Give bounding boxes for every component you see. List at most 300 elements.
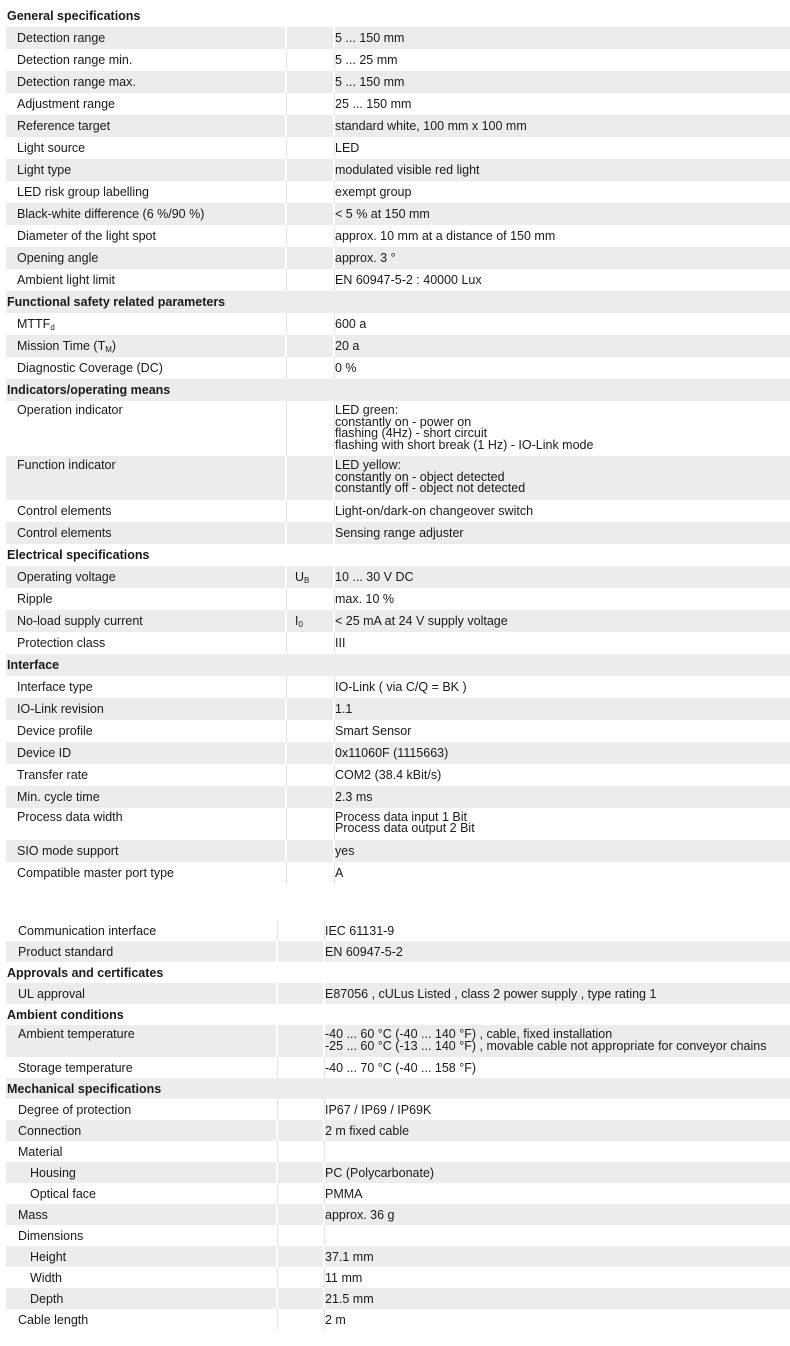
spec-label — [6, 983, 278, 1004]
spec-value-text: IP67 / IP69 / IP69K — [325, 1103, 432, 1117]
spec-symbol — [287, 808, 335, 840]
spec-label — [6, 566, 287, 588]
spec-value-text: LED green: constantly on - power on flashing (4Hz) - short circuit flashing with short break (1 Hz) - IO-Link mode — [335, 403, 594, 452]
spec-symbol — [287, 401, 335, 456]
spec-row-detection-range-min — [6, 49, 790, 71]
spec-label-text: Interface type — [17, 679, 93, 694]
spec-symbol — [278, 1204, 325, 1225]
spec-label-text: LED risk group labelling — [17, 185, 150, 199]
spec-row-sio-mode-support — [6, 840, 790, 862]
spec-label-subscript: d — [50, 323, 55, 332]
spec-value-text: IO-Link ( via C/Q = BK ) — [335, 679, 467, 694]
spec-label-text: Interface — [7, 657, 60, 672]
spec-value — [335, 610, 790, 632]
spec-label — [6, 71, 287, 93]
spec-value — [325, 920, 790, 941]
spec-label-text: Ambient conditions — [7, 1008, 124, 1022]
spec-value — [325, 1120, 790, 1141]
spec-row-diameter-of-the-light-spot — [6, 225, 790, 247]
spec-row-adjustment-range — [6, 93, 790, 115]
spec-value-text: max. 10 % — [335, 591, 395, 606]
spec-label — [6, 786, 287, 808]
spec-value — [335, 357, 790, 379]
spec-label-suffix: ) — [111, 339, 117, 353]
spec-symbol — [287, 566, 335, 588]
symbol-text: U — [295, 569, 305, 584]
spec-label-text: Black-white difference (6 %/90 %) — [17, 207, 205, 221]
spec-symbol — [287, 720, 335, 742]
section-title — [6, 1078, 278, 1099]
spec-label — [6, 269, 287, 291]
section-header-indicators-operating-means — [6, 379, 790, 401]
spec-label-text: Ambient temperature — [18, 1027, 135, 1041]
spec-symbol — [287, 49, 335, 71]
spec-value-text: LED yellow: constantly on - object detected constantly off - object not detected — [335, 458, 526, 495]
spec-value — [325, 1246, 790, 1267]
spec-row-cable-length — [6, 1309, 790, 1330]
spec-label — [6, 27, 287, 49]
spec-label-text: Communication interface — [18, 924, 157, 938]
spec-value-text: COM2 (38.4 kBit/s) — [335, 767, 442, 782]
spec-value — [325, 1309, 790, 1330]
spec-label-text: Function indicator — [17, 458, 116, 472]
spec-value — [325, 1225, 790, 1246]
spec-row-dimensions — [6, 1225, 790, 1246]
spec-symbol — [278, 941, 325, 962]
spec-row-communication-interface — [6, 920, 790, 941]
spec-value — [335, 247, 790, 269]
spec-value-text: Smart Sensor — [335, 723, 412, 738]
spec-value — [335, 764, 790, 786]
section-header-electrical-specifications — [6, 544, 790, 566]
spec-value-text: approx. 3 ° — [335, 251, 396, 265]
spec-label-text: Opening angle — [17, 251, 99, 265]
spec-value — [325, 1099, 790, 1120]
spec-label-text: Detection range — [17, 31, 106, 45]
spec-value-text: 5 ... 150 mm — [335, 75, 405, 89]
spec-value-text: -40 ... 60 °C (-40 ... 140 °F) , cable, fixed installation -25 ... 60 °C (-13 ... 140 °F) , movable cable not appropriate for conveyor chains — [325, 1027, 767, 1053]
spec-label — [6, 1025, 278, 1057]
spec-row-optical-face — [6, 1183, 790, 1204]
spec-row-compatible-master-port-type — [6, 862, 790, 884]
spec-row-connection — [6, 1120, 790, 1141]
spec-value-text: PC (Polycarbonate) — [325, 1166, 435, 1180]
spec-value — [335, 698, 790, 720]
spec-symbol — [278, 1099, 325, 1120]
section-header-functional-safety-related-parameters — [6, 291, 790, 313]
spec-label — [6, 1120, 278, 1141]
spec-row-operation-indicator — [6, 401, 790, 456]
spec-label-text: Mass — [18, 1208, 48, 1222]
section-header-ambient-conditions — [6, 1004, 790, 1025]
spec-label-text: Light type — [17, 163, 72, 177]
spec-label — [6, 808, 287, 840]
spec-row-function-indicator — [6, 456, 790, 500]
spec-row-light-type — [6, 159, 790, 181]
spec-label-text: Functional safety related parameters — [7, 295, 226, 309]
spec-value — [335, 137, 790, 159]
spec-value — [325, 1141, 790, 1162]
spec-symbol — [287, 500, 335, 522]
spec-value-text: 1.1 — [335, 701, 353, 716]
spec-symbol — [287, 27, 335, 49]
spec-symbol — [287, 225, 335, 247]
spec-value-text: modulated visible red light — [335, 163, 480, 177]
spec-label-text: Product standard — [18, 945, 114, 959]
spec-row-material — [6, 1141, 790, 1162]
spec-value-text: 600 a — [335, 317, 367, 331]
spec-value — [335, 588, 790, 610]
spec-label — [6, 1309, 278, 1330]
spec-label-text: Degree of protection — [18, 1103, 132, 1117]
spec-symbol — [278, 1162, 325, 1183]
spec-value — [325, 983, 790, 1004]
spec-label-text: Depth — [30, 1292, 64, 1306]
spec-label — [6, 247, 287, 269]
section-title — [6, 379, 287, 401]
spec-label-subscript: M — [105, 345, 112, 354]
spec-label-text: Electrical specifications — [7, 547, 150, 562]
spec-row-ripple — [6, 588, 790, 610]
spec-value-text: 21.5 mm — [325, 1292, 374, 1306]
spec-label — [6, 522, 287, 544]
spec-value-text: 10 ... 30 V DC — [335, 569, 414, 584]
spec-label-text: Transfer rate — [17, 767, 89, 782]
spec-label-text: General specifications — [7, 9, 141, 23]
symbol-text: I — [295, 613, 299, 628]
spec-label — [6, 49, 287, 71]
spec-symbol — [287, 522, 335, 544]
spec-label — [6, 1246, 278, 1267]
section-title — [6, 962, 278, 983]
spec-value — [335, 840, 790, 862]
spec-value-text: approx. 10 mm at a distance of 150 mm — [335, 229, 556, 243]
spec-value-text: yes — [335, 843, 355, 858]
spec-row-io-link-revision — [6, 698, 790, 720]
spec-value-text: 11 mm — [325, 1271, 363, 1285]
spec-value-text: 2 m fixed cable — [325, 1124, 410, 1138]
spec-row-ambient-light-limit — [6, 269, 790, 291]
spec-value-text: 5 ... 150 mm — [335, 31, 405, 45]
spec-symbol — [287, 588, 335, 610]
spec-row-light-source — [6, 137, 790, 159]
spec-symbol — [287, 786, 335, 808]
spec-label — [6, 1288, 278, 1309]
spec-symbol — [287, 610, 335, 632]
spec-row-degree-of-protection — [6, 1099, 790, 1120]
spec-value-text: 0x11060F (1115663) — [335, 745, 449, 760]
spec-label-text: SIO mode support — [17, 843, 119, 858]
spec-label-text: Mechanical specifications — [7, 1082, 162, 1096]
spec-label — [6, 500, 287, 522]
spec-symbol — [287, 137, 335, 159]
spec-value — [335, 203, 790, 225]
spec-label-text: Approvals and certificates — [7, 966, 164, 980]
spec-value — [335, 181, 790, 203]
spec-value — [335, 720, 790, 742]
spec-label-text: Ambient light limit — [17, 273, 115, 287]
spec-label — [6, 698, 287, 720]
spec-value — [335, 269, 790, 291]
spec-label — [6, 93, 287, 115]
spec-symbol — [278, 1183, 325, 1204]
spec-label-text: Compatible master port type — [17, 865, 175, 880]
spec-symbol — [287, 115, 335, 137]
section-title — [6, 544, 287, 566]
spec-label-text: Width — [30, 1271, 62, 1285]
spec-value-text: 2.3 ms — [335, 789, 373, 804]
symbol-subscript: 0 — [298, 619, 303, 629]
spec-value-text: PMMA — [325, 1187, 363, 1201]
spec-label-text: Dimensions — [18, 1229, 84, 1243]
section-title — [6, 1004, 278, 1025]
section-title — [6, 5, 287, 27]
spec-value-text: < 5 % at 150 mm — [335, 207, 430, 221]
spec-value — [325, 1204, 790, 1225]
spec-value — [335, 862, 790, 884]
spec-symbol — [287, 676, 335, 698]
spec-value-text: III — [335, 635, 346, 650]
spec-value — [335, 566, 790, 588]
section-title — [6, 291, 287, 313]
spec-label — [6, 225, 287, 247]
spec-value-text: IEC 61131-9 — [325, 924, 395, 938]
spec-label — [6, 920, 278, 941]
spec-value — [325, 1267, 790, 1288]
spec-value-text: exempt group — [335, 185, 412, 199]
spec-label — [6, 1099, 278, 1120]
spec-row-device-id — [6, 742, 790, 764]
spec-row-product-standard — [6, 941, 790, 962]
spec-row-no-load-supply-current — [6, 610, 790, 632]
spec-symbol — [278, 1309, 325, 1330]
section-header-interface — [6, 654, 790, 676]
spec-value-text: LED — [335, 141, 360, 155]
spec-value-text: 20 a — [335, 339, 360, 353]
spec-label-text: Housing — [30, 1166, 76, 1180]
spec-label — [6, 335, 287, 357]
section-header-mechanical-specifications — [6, 1078, 790, 1099]
spec-row-storage-temperature — [6, 1057, 790, 1078]
spec-value-text: Process data input 1 Bit Process data output 2 Bit — [335, 809, 475, 835]
spec-symbol — [278, 983, 325, 1004]
spec-row-led-risk-group-labelling — [6, 181, 790, 203]
spec-row-opening-angle — [6, 247, 790, 269]
spec-label-text: Control elements — [17, 525, 112, 540]
spec-label-text: Process data width — [17, 809, 123, 824]
spec-table-main — [6, 5, 790, 884]
spec-label — [6, 1225, 278, 1246]
spec-value-text: 37.1 mm — [325, 1250, 374, 1264]
spec-value — [335, 676, 790, 698]
spec-value-text: EN 60947-5-2 : 40000 Lux — [335, 273, 482, 287]
spec-value-text: EN 60947-5-2 — [325, 945, 403, 959]
spec-row-transfer-rate — [6, 764, 790, 786]
spec-value — [335, 49, 790, 71]
spec-value — [335, 808, 790, 840]
spec-symbol — [287, 203, 335, 225]
section-header-general-specifications — [6, 5, 790, 27]
spec-row-operating-voltage — [6, 566, 790, 588]
spec-row-housing — [6, 1162, 790, 1183]
spec-row-min-cycle-time — [6, 786, 790, 808]
spec-value — [325, 941, 790, 962]
spec-row-ambient-temperature — [6, 1025, 790, 1057]
spec-label — [6, 862, 287, 884]
spec-label-text: Operation indicator — [17, 403, 123, 417]
spec-value — [325, 1183, 790, 1204]
spec-row-protection-class — [6, 632, 790, 654]
spec-label — [6, 742, 287, 764]
spec-symbol — [287, 71, 335, 93]
spec-value-text: 2 m — [325, 1313, 346, 1327]
spec-label — [6, 159, 287, 181]
spec-value-text: 25 ... 150 mm — [335, 97, 412, 111]
spec-row-control-elements — [6, 522, 790, 544]
spec-value — [335, 500, 790, 522]
spec-label-text: Ripple — [17, 591, 53, 606]
spec-symbol — [287, 335, 335, 357]
spec-value-text: approx. 36 g — [325, 1208, 395, 1222]
section-header-approvals-and-certificates — [6, 962, 790, 983]
spec-label-text: Protection class — [17, 635, 106, 650]
spec-label-text: Indicators/operating means — [7, 383, 171, 397]
spec-label-text: IO-Link revision — [17, 701, 104, 716]
spec-symbol — [278, 1246, 325, 1267]
spec-label-text: Storage temperature — [18, 1061, 133, 1075]
spec-value — [335, 522, 790, 544]
spec-label-text: Connection — [18, 1124, 82, 1138]
spec-label — [6, 401, 287, 456]
spec-symbol — [287, 357, 335, 379]
spec-symbol — [278, 1025, 325, 1057]
spec-label — [6, 115, 287, 137]
symbol-subscript: B — [304, 575, 310, 585]
spec-label-text: Reference target — [17, 119, 111, 133]
spec-label-text: Height — [30, 1250, 67, 1264]
spec-value — [335, 456, 790, 500]
spec-label — [6, 610, 287, 632]
spec-value — [335, 71, 790, 93]
spec-symbol — [287, 742, 335, 764]
spec-value — [335, 159, 790, 181]
spec-symbol — [278, 920, 325, 941]
spec-value — [325, 1288, 790, 1309]
spec-value — [335, 313, 790, 335]
spec-label-text: Control elements — [17, 503, 112, 518]
spec-label — [6, 720, 287, 742]
spec-label-text: Min. cycle time — [17, 789, 100, 804]
spec-row-device-profile — [6, 720, 790, 742]
spec-row-mission-time-t — [6, 335, 790, 357]
spec-value-text: 5 ... 25 mm — [335, 53, 398, 67]
spec-label — [6, 840, 287, 862]
spec-row-interface-type — [6, 676, 790, 698]
spec-row-depth — [6, 1288, 790, 1309]
spec-label — [6, 764, 287, 786]
spec-label-text: Optical face — [30, 1187, 97, 1201]
spec-value-text: 0 % — [335, 361, 357, 375]
spec-value — [325, 1025, 790, 1057]
spec-symbol — [287, 93, 335, 115]
spec-value-text: A — [335, 865, 344, 880]
spec-value — [325, 1057, 790, 1078]
spec-row-control-elements — [6, 500, 790, 522]
spec-label-text: Material — [18, 1145, 63, 1159]
spec-value — [335, 632, 790, 654]
spec-symbol — [287, 632, 335, 654]
spec-symbol — [287, 269, 335, 291]
spec-symbol — [287, 698, 335, 720]
spec-label-text: Adjustment range — [17, 97, 115, 111]
spec-symbol — [287, 840, 335, 862]
spec-row-detection-range-max — [6, 71, 790, 93]
spec-value — [335, 93, 790, 115]
spec-label — [6, 676, 287, 698]
spec-value — [335, 225, 790, 247]
spec-value-text: Sensing range adjuster — [335, 525, 464, 540]
spec-label-text: Device ID — [17, 745, 72, 760]
spec-row-height — [6, 1246, 790, 1267]
spec-label — [6, 456, 287, 500]
spec-value-text: < 25 mA at 24 V supply voltage — [335, 613, 508, 628]
spec-label-text: MTTF — [17, 317, 51, 331]
spec-label — [6, 203, 287, 225]
spec-value-text: E87056 , cULus Listed , class 2 power supply , type rating 1 — [325, 987, 657, 1001]
spec-label-text: UL approval — [18, 987, 85, 1001]
spec-label-text: Diagnostic Coverage (DC) — [17, 361, 163, 375]
spec-symbol — [278, 1120, 325, 1141]
spec-value — [325, 1162, 790, 1183]
spec-symbol — [278, 1288, 325, 1309]
spec-label-text: Operating voltage — [17, 569, 116, 584]
spec-symbol — [287, 181, 335, 203]
section-title — [6, 654, 287, 676]
spec-symbol — [287, 456, 335, 500]
spec-label-text: No-load supply current — [17, 613, 143, 628]
spec-label — [6, 632, 287, 654]
spec-symbol — [287, 764, 335, 786]
spec-table-continued — [6, 920, 790, 1330]
spec-value-text: Light-on/dark-on changeover switch — [335, 503, 534, 518]
spec-row-reference-target — [6, 115, 790, 137]
spec-label — [6, 137, 287, 159]
spec-symbol — [287, 313, 335, 335]
spec-label-text: Mission Time (T — [17, 339, 106, 353]
spec-label — [6, 1204, 278, 1225]
spec-label-text: Detection range min. — [17, 53, 133, 67]
spec-row-black-white-difference-6-90 — [6, 203, 790, 225]
spec-label — [6, 1057, 278, 1078]
spec-value-text: standard white, 100 mm x 100 mm — [335, 119, 527, 133]
spec-label-text: Device profile — [17, 723, 93, 738]
spec-value — [335, 115, 790, 137]
spec-row-ul-approval — [6, 983, 790, 1004]
spec-symbol — [287, 159, 335, 181]
spec-label — [6, 941, 278, 962]
spec-label — [6, 1141, 278, 1162]
spec-value — [335, 335, 790, 357]
spec-value — [335, 742, 790, 764]
spec-label-text: Detection range max. — [17, 75, 136, 89]
spec-label — [6, 588, 287, 610]
spec-value-text: -40 ... 70 °C (-40 ... 158 °F) — [325, 1061, 477, 1075]
spec-row-detection-range — [6, 27, 790, 49]
spec-label — [6, 1183, 278, 1204]
spec-symbol — [278, 1267, 325, 1288]
spec-label — [6, 181, 287, 203]
spec-symbol — [278, 1057, 325, 1078]
